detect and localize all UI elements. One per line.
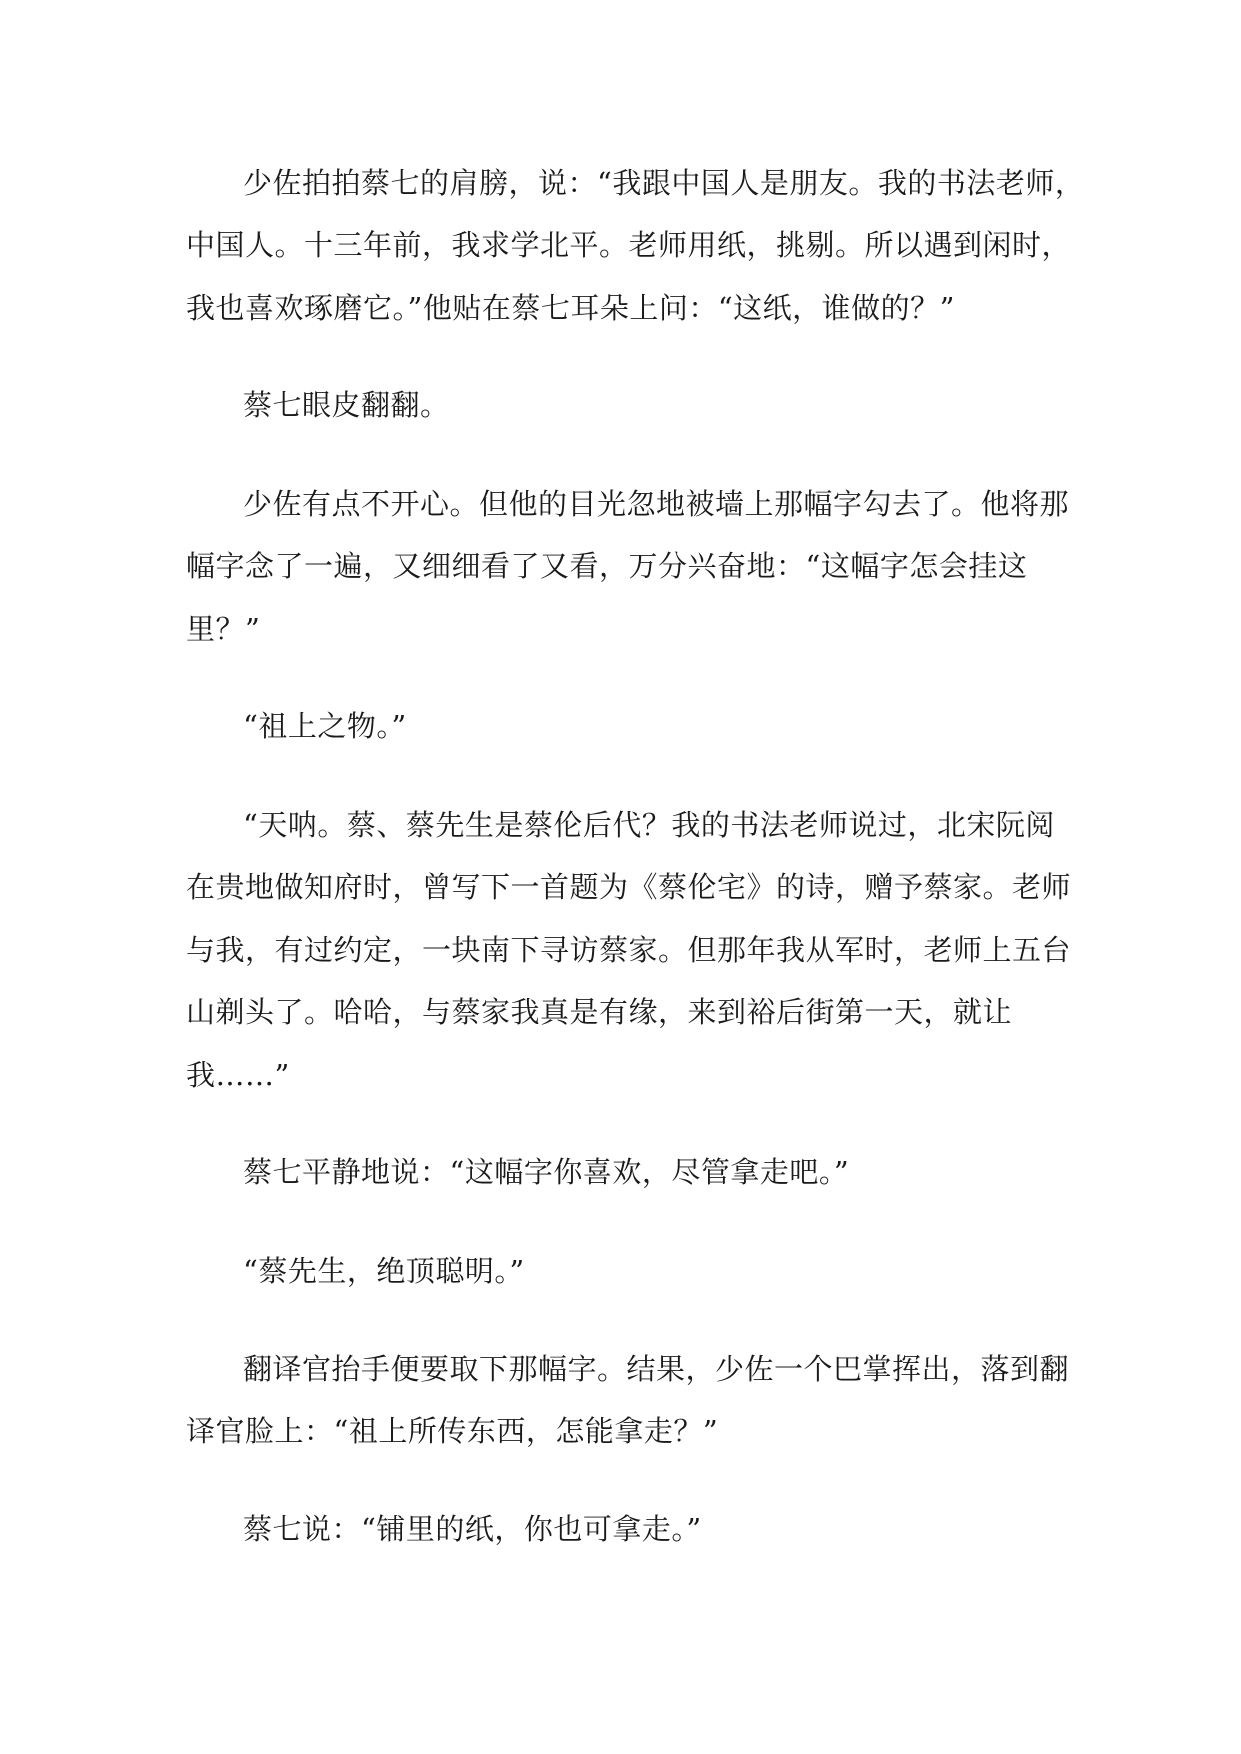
- text-line: 少佐有点不开心。但他的目光忽地被墙上那幅字勾去了。他将那: [243, 487, 1070, 521]
- text-line: 幅字念了一遍，又细细看了又看，万分兴奋地：“这幅字怎会挂这: [186, 549, 1028, 583]
- text-line: 少佐拍拍蔡七的肩膀，说：“我跟中国人是朋友。我的书法老师，: [243, 166, 1085, 200]
- text-line: 蔡七眼皮翻翻。: [243, 388, 450, 422]
- text-line: 翻译官抬手便要取下那幅字。结果，少佐一个巴掌挥出，落到翻: [243, 1352, 1070, 1386]
- text-line: 中国人。十三年前，我求学北平。老师用纸，挑剔。所以遇到闲时，: [186, 228, 1072, 262]
- text-line: 我……”: [186, 1058, 290, 1092]
- text-line: 译官脸上：“祖上所传东西，怎能拿走？”: [186, 1414, 719, 1448]
- text-line: 里？”: [186, 612, 261, 646]
- text-line: “蔡先生，绝顶聪明。”: [243, 1254, 525, 1288]
- text-line: 蔡七平静地说：“这幅字你喜欢，尽管拿走吧。”: [243, 1155, 850, 1189]
- text-line: “祖上之物。”: [243, 709, 407, 743]
- text-line: 蔡七说：“铺里的纸，你也可拿走。”: [243, 1512, 702, 1546]
- text-line: “天呐。蔡、蔡先生是蔡伦后代？我的书法老师说过，北宋阮阅: [243, 808, 1055, 842]
- text-line: 我也喜欢琢磨它。”他贴在蔡七耳朵上问：“这纸，谁做的？”: [186, 291, 955, 325]
- text-line: 与我，有过约定，一块南下寻访蔡家。但那年我从军时，老师上五台: [186, 933, 1072, 967]
- text-line: 在贵地做知府时，曾写下一首题为《蔡伦宅》的诗，赠予蔡家。老师: [186, 870, 1072, 904]
- text-line: 山剃头了。哈哈，与蔡家我真是有缘，来到裕后街第一天，就让: [186, 995, 1013, 1029]
